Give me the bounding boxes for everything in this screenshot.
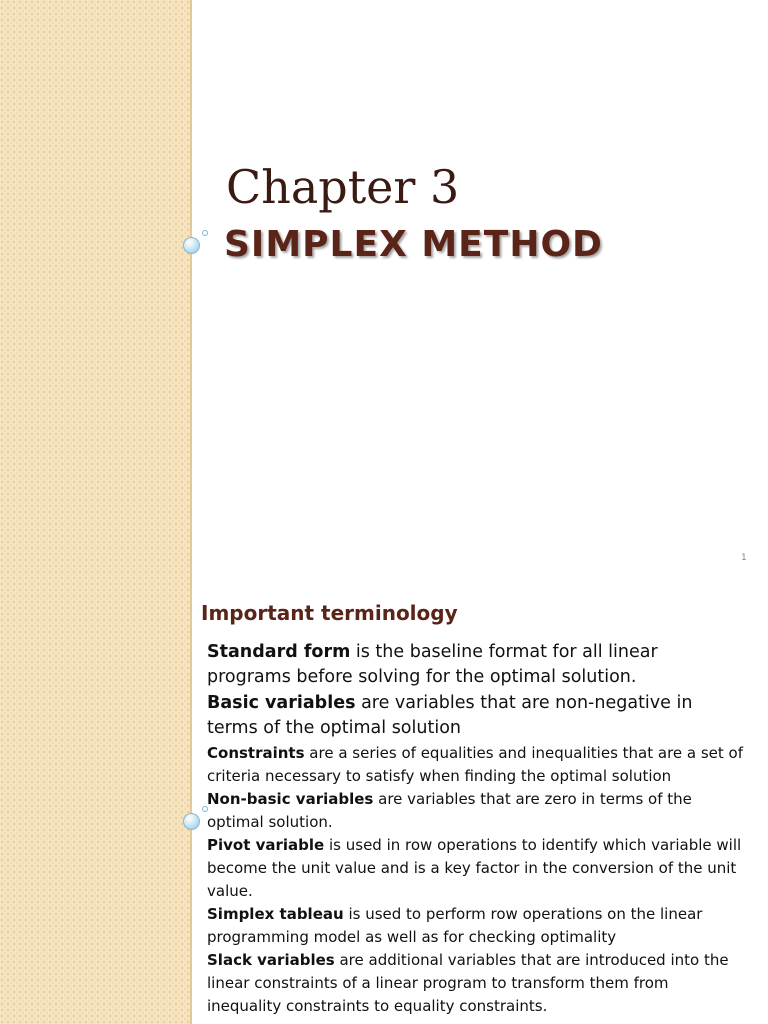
bubble-icon: [183, 813, 200, 830]
term-standard-form: [207, 640, 747, 690]
term-definition: are a series of equalities and inequalities that are a set of criteria necessary to satisfy when finding the optimal solution: [207, 744, 744, 785]
decorative-sidebar: [0, 0, 190, 1024]
term-name: Non-basic variables: [207, 790, 374, 808]
term-non-basic-variables: [207, 788, 747, 834]
term-pivot-variable: [207, 834, 747, 903]
terminology-list: [207, 640, 747, 1018]
term-definition: is used to perform row operations on the linear programming model as well as for checking optimality: [207, 905, 703, 946]
bubble-icon: [183, 237, 200, 254]
term-name: Simplex tableau: [207, 905, 344, 923]
chapter-subtitle: SIMPLEX METHOD: [224, 224, 603, 265]
term-name: Constraints: [207, 744, 305, 762]
term-definition: is the baseline format for all linear programs before solving for the optimal solution.: [207, 642, 658, 687]
term-definition: are additional variables that are introduced into the linear constraints of a linear program to transform them from inequality constraints to equality constraints.: [207, 951, 729, 1015]
term-definition: are variables that are zero in terms of the optimal solution.: [207, 790, 692, 831]
chapter-title: Chapter 3: [226, 160, 460, 214]
term-definition: is used in row operations to identify which variable will become the unit value and is a key factor in the conversion of the unit value.: [207, 836, 742, 900]
term-slack-variables: [207, 949, 747, 1018]
small-bubble-icon: [202, 230, 208, 236]
term-name: Basic variables: [207, 693, 356, 713]
slide-number: 1: [741, 553, 747, 563]
term-name: Standard form: [207, 642, 351, 662]
section-heading: Important terminology: [201, 601, 458, 625]
sidebar-edge: [190, 0, 192, 1024]
term-definition: are variables that are non-negative in terms of the optimal solution: [207, 693, 693, 738]
term-name: Slack variables: [207, 951, 335, 969]
term-basic-variables: [207, 691, 747, 741]
term-simplex-tableau: [207, 903, 747, 949]
term-constraints: [207, 742, 747, 788]
term-name: Pivot variable: [207, 836, 325, 854]
